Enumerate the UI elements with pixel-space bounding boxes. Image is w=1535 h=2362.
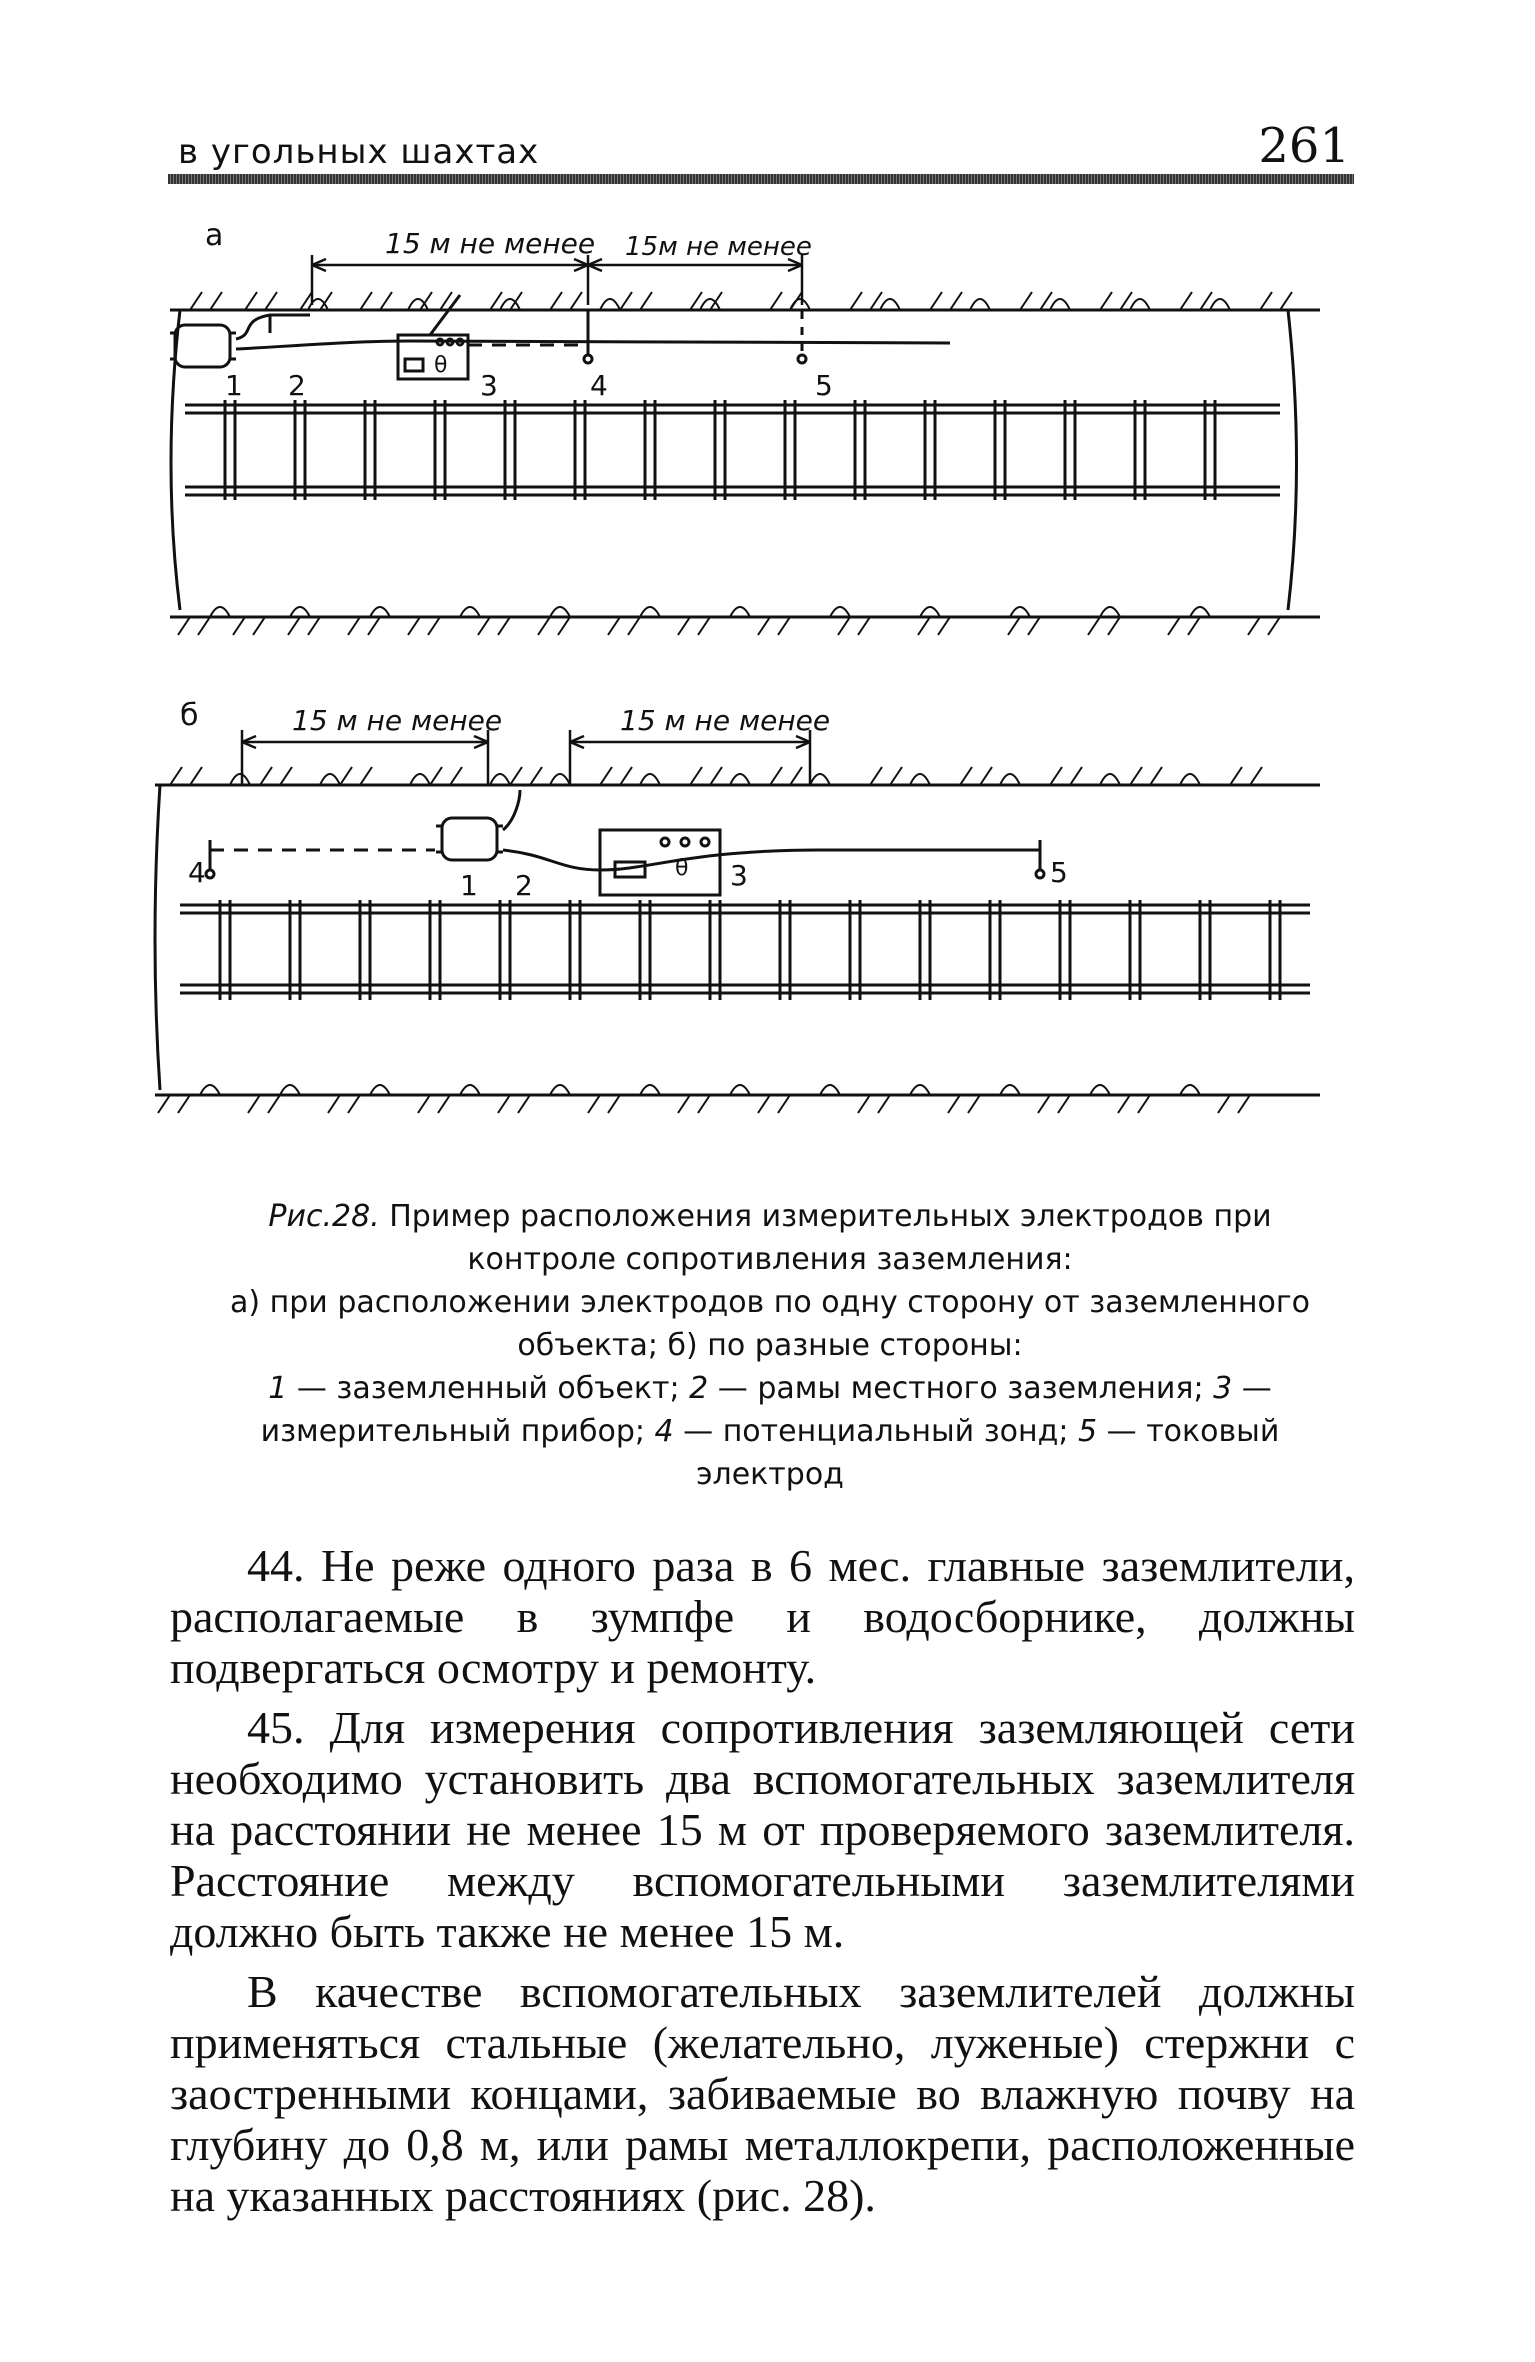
- figure-a-label: а: [205, 218, 224, 253]
- page-header: [168, 118, 1354, 180]
- figure-a-distance-1: 15 м не менее: [385, 227, 596, 260]
- caption-legend: [230, 1367, 1310, 1496]
- legend-text-4: — потенциальный зонд;: [683, 1414, 1079, 1449]
- figure-b-distance-2: 15 м не менее: [620, 704, 831, 737]
- figure-a: [170, 215, 1320, 675]
- legend-text-2: — рамы местного заземления;: [717, 1371, 1214, 1406]
- caption-title: Пример расположения измерительных электродов при контроле сопротивления заземления:: [389, 1199, 1272, 1277]
- figure-b-label: б: [180, 698, 199, 733]
- legend-text-1: — заземленный объект;: [296, 1371, 690, 1406]
- figure-a-callout-5: 5: [815, 369, 833, 402]
- figure-b-callout-5: 5: [1050, 856, 1068, 889]
- legend-text-3: — измерительный прибор;: [260, 1371, 1272, 1449]
- page-number: 261: [1258, 118, 1350, 174]
- figure-b-callout-3: 3: [730, 859, 748, 892]
- legend-num-2: 2: [689, 1371, 709, 1406]
- figure-a-drawing: [170, 215, 1320, 675]
- paragraph-44: 44. Не реже одного раза в 6 мес. главные заземлители, располагаемые в зумпфе и водосборнике, должны подвергаться осмотру и ремонту.: [170, 1540, 1355, 1693]
- legend-text-5: — токовый электрод: [696, 1414, 1280, 1492]
- legend-num-1: 1: [268, 1371, 288, 1406]
- figure-a-distance-2: 15м не менее: [625, 232, 812, 262]
- figure-b-distance-1: 15 м не менее: [292, 704, 503, 737]
- running-head: в угольных шахтах: [178, 132, 540, 172]
- figure-b-meter-symbol: θ: [675, 856, 689, 881]
- paragraph-45: 45. Для измерения сопротивления заземляющей сети необходимо установить два вспомогательных заземлителя на расстоянии не менее 15 м от проверяемого заземлителя. Расстояние между вспомогательными заземлителями должно быть также не менее 15 м.: [170, 1702, 1355, 1957]
- figure-a-callout-3: 3: [480, 369, 498, 402]
- paragraph-electrodes: В качестве вспомогательных заземлителей должны применяться стальные (желательно, луженые) стержни с заостренными концами, забиваемые во влажную почву на глубину до 0,8 м, или рамы металлокрепи, расположенные на указанных расстояниях (рис. 28).: [170, 1966, 1355, 2221]
- figure-caption: [230, 1195, 1310, 1496]
- caption-variants: а) при расположении электродов по одну сторону от заземленного объекта; б) по разные стороны:: [230, 1285, 1310, 1363]
- figure-a-callout-4: 4: [590, 369, 608, 402]
- figure-a-callout-2: 2: [288, 369, 306, 402]
- legend-num-5: 5: [1078, 1414, 1098, 1449]
- figure-b-drawing: [170, 690, 1320, 1150]
- figure-b-callout-1: 1: [460, 869, 478, 902]
- caption-label: Рис.28.: [268, 1199, 380, 1234]
- figure-b-callout-2: 2: [515, 869, 533, 902]
- legend-num-3: 3: [1213, 1371, 1233, 1406]
- legend-num-4: 4: [654, 1414, 674, 1449]
- body-text: [170, 1540, 1355, 2230]
- figure-a-callout-1: 1: [225, 369, 243, 402]
- figure-b: [170, 690, 1320, 1150]
- header-rule: [168, 174, 1354, 184]
- figure-a-meter-symbol: θ: [434, 353, 448, 378]
- caption-title-line: [230, 1195, 1310, 1281]
- figure-b-callout-4: 4: [188, 856, 206, 889]
